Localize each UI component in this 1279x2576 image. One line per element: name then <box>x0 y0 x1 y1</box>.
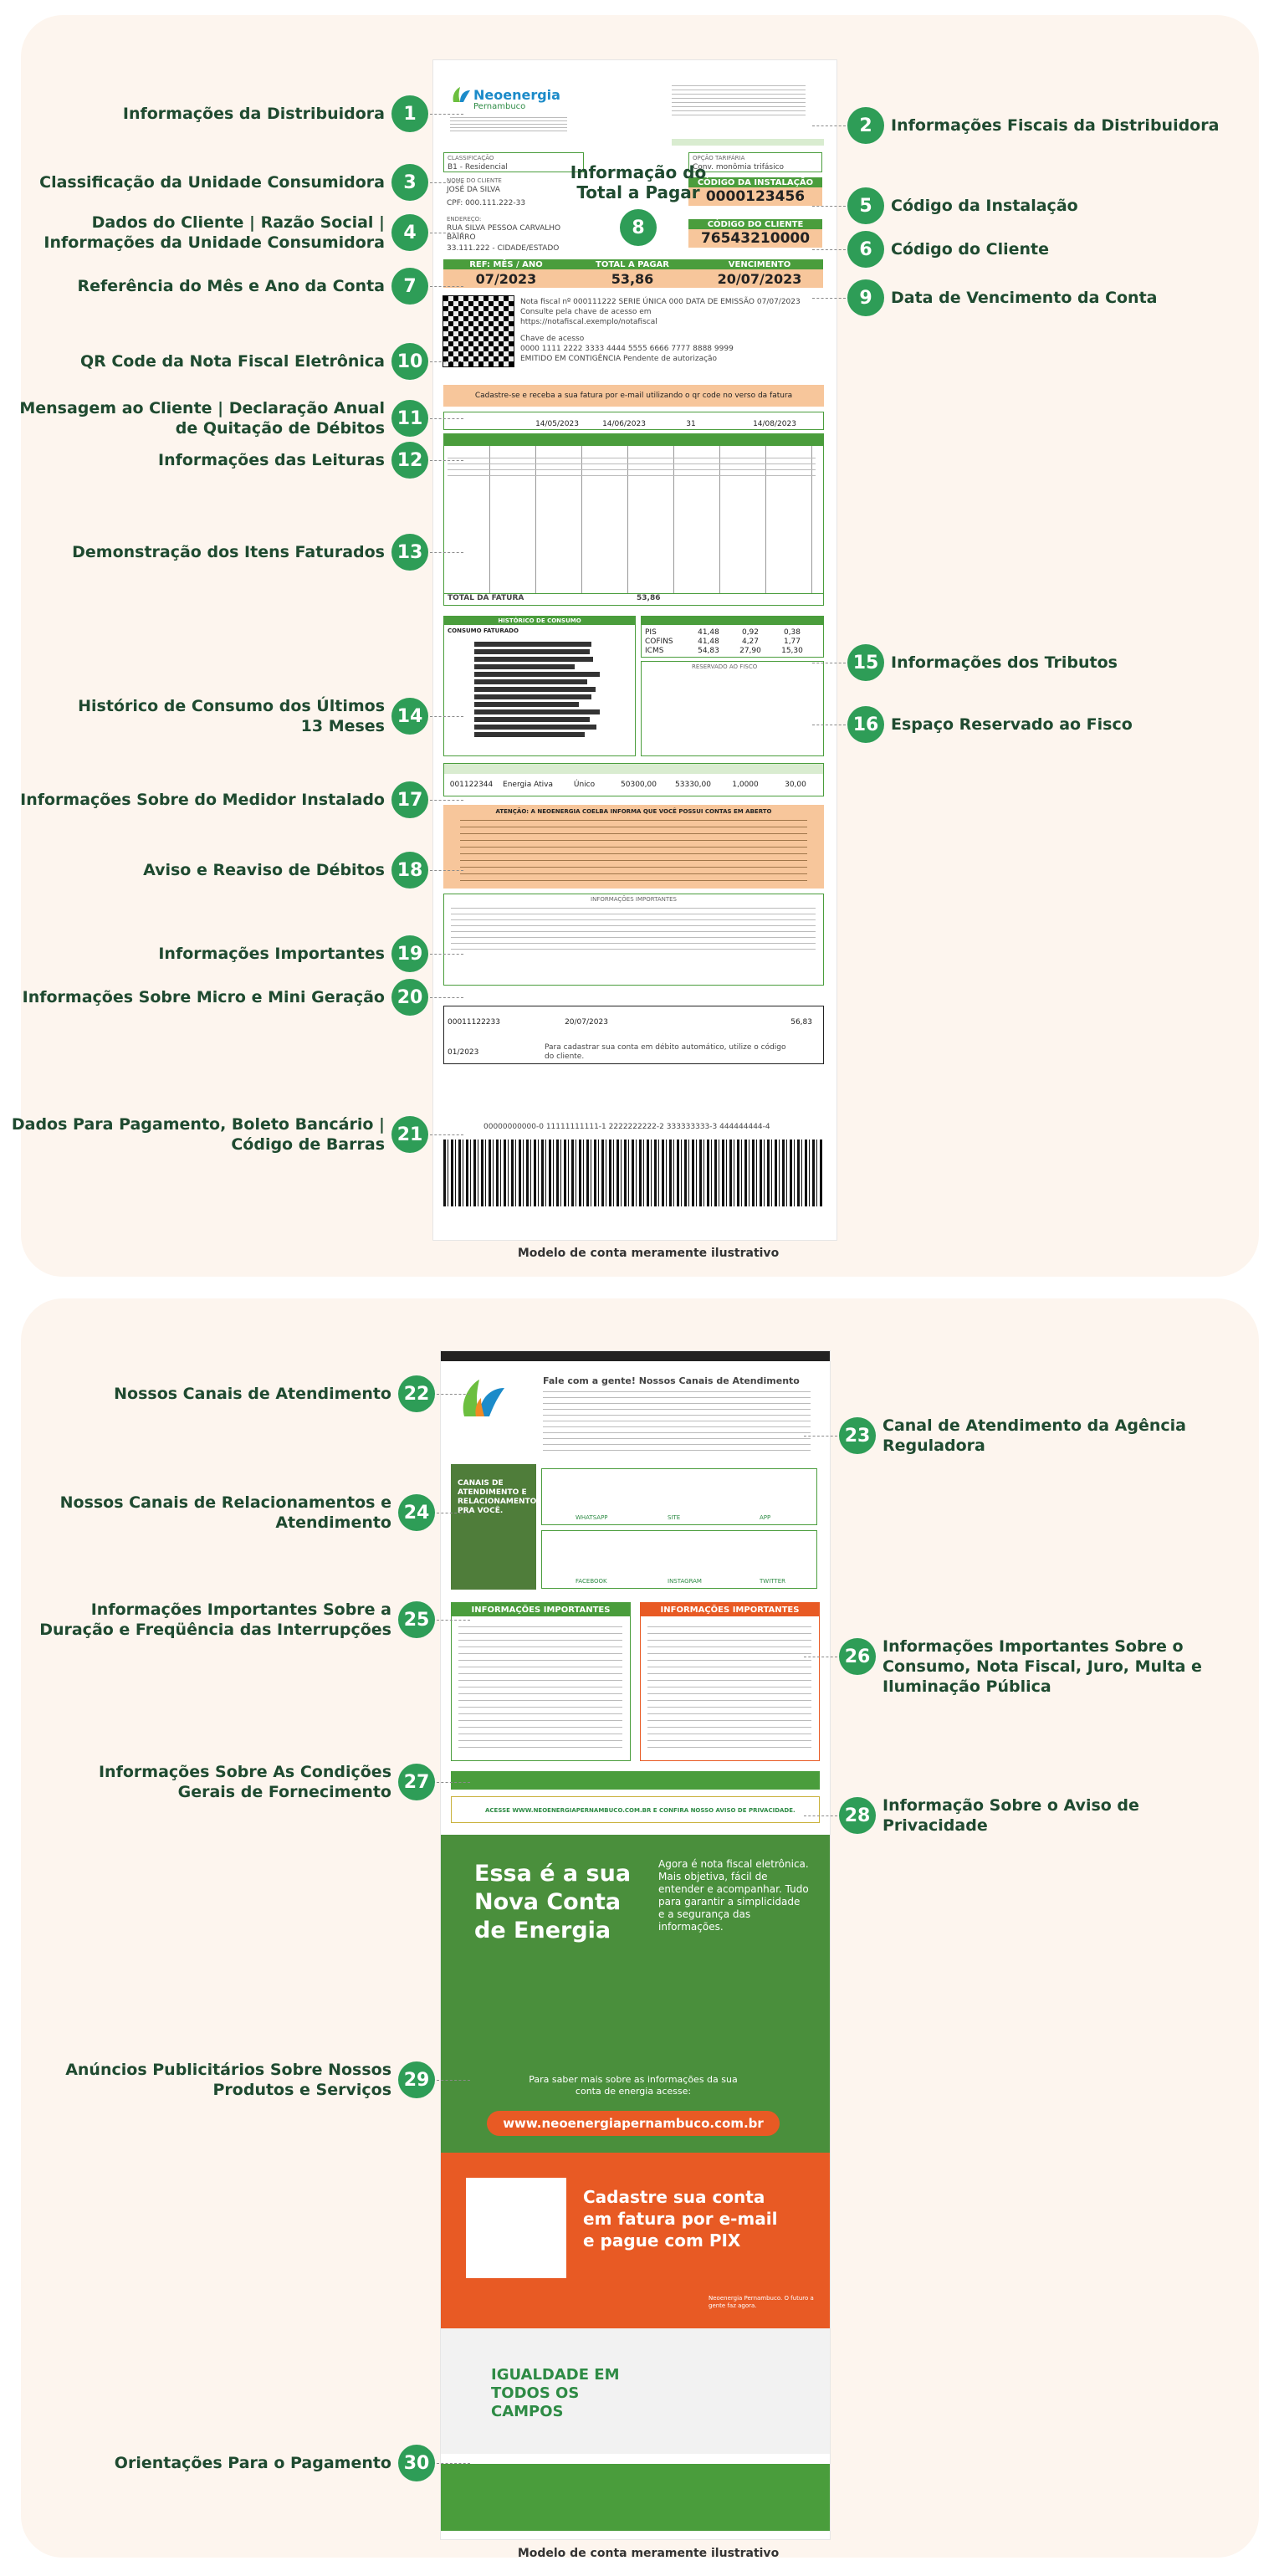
annotation-leader-22 <box>437 1394 470 1395</box>
annotation-number-23: 23 <box>839 1417 876 1454</box>
annotation-leader-27 <box>437 1782 470 1783</box>
annotation-number-29: 29 <box>398 2061 435 2098</box>
annotation-label-21: Dados Para Pagamento, Boleto Bancário | Código de Barras <box>11 1115 385 1154</box>
privacy-notice[interactable]: ACESSE WWW.NEOENERGIAPERNAMBUCO.COM.BR E CONFIRA NOSSO AVISO DE PRIVACIDADE. <box>451 1796 820 1823</box>
annotation-number-16: 16 <box>847 706 884 743</box>
brand-name: Neoenergia <box>473 87 560 103</box>
caption-first: Modelo de conta meramente ilustrativo <box>517 1247 780 1260</box>
invoice-total: 53,86 <box>637 594 661 602</box>
annotation-number-17: 17 <box>391 781 428 818</box>
annotation-label-23: Canal de Atendimento da Agência Reguladora <box>883 1416 1186 1455</box>
classification-box: CLASSIFICAÇÃO B1 - Residencial <box>443 152 584 172</box>
ad-equality: IGUALDADE EM TODOS OS CAMPOS <box>441 2328 830 2454</box>
annotation-label-11: Mensagem ao Cliente | Declaração Anual de Quitação de Débitos <box>19 399 385 438</box>
annotation-number-2: 2 <box>847 107 884 144</box>
distributor-info <box>450 117 567 132</box>
bill-front: Neoenergia Pernambuco CLASSIFICAÇÃO B1 - Residencial NOME DO CLIENTE JOSÉ DA SILVA CPF: 000.111.222-33 ENDEREÇO: RUA SILVA PESSOA CARVALHO BAIRRO 33.111.222 - CIDADE/ESTADO OPÇÃO TARIFÁRIA Conv. monômia trifásico CÓDIGO DA INSTALAÇÃO 0000123456 CÓDIGO DO CLIENTE 76543210000 REF: MÊS / ANO TOTAL A PAGAR VENCIMENTO 07/2023 53,86 20/07/2023 Nota fiscal nº 000111222 SERIE ÚNICA 000 DATA DE EMISSÃO 07/07/2023 Consulte pela chave de acesso em https://notafiscal.exemplo/notafiscal Chave de acesso 0000 1111 2222 3333 4444 5555 6666 7777 8888 9999 EMITIDO EM CONTIGÊNCIA Pendente de autorização Cadastre-se e receba a sua fatura por e-mail utilizando o qr code no verso da fatura 14/05/2023 14/06/2023 31 14/08/2023 TOTAL DA FATURA 53,86 HISTÓRICO DE CONSUMO CONSUMO FATURADO PIS 41,48 0,92 0,38 COFINS 41,48 4,27 1,77 ICMS 54,83 27,90 15,30 RESERVADO AO FISCO 001122344 Energia Ativa Único 50300,00 53330,00 1,0000 30,00 ATENÇÃO: A NEOENERGIA COELBA INFORMA QUE VOCÊ POSSUI CONTAS EM ABERTO INFORMAÇÕES IMPORTANTES 00011122233 20/07/2023 56,83 01/2023 Para cadastrar sua conta em débito automático, utilize o código do cliente. 00000000000-0 11111111111-1 2222222222-2 333333333-3 444444444-4 <box>433 60 836 1240</box>
annotation-label-1: Informações da Distribuidora <box>122 105 385 123</box>
barcode-digits: 00000000000-0 11111111111-1 2222222222-2 333333333-3 444444444-4 <box>483 1123 770 1131</box>
annotation-label-28: Informação Sobre o Aviso de Privacidade <box>883 1796 1139 1835</box>
annotation-label-15: Informações dos Tributos <box>891 653 1118 672</box>
annotation-label-3: Classificação da Unidade Consumidora <box>39 173 385 192</box>
annotation-number-6: 6 <box>847 231 884 268</box>
billed-items-box: TOTAL DA FATURA 53,86 <box>443 433 824 606</box>
fiscal-info <box>672 85 806 119</box>
annotation-label-24: Nossos Canais de Relacionamentos e Atendimento <box>59 1493 391 1532</box>
brand-sub: Pernambuco <box>473 102 526 111</box>
debt-notice: ATENÇÃO: A NEOENERGIA COELBA INFORMA QUE VOCÊ POSSUI CONTAS EM ABERTO <box>443 805 824 889</box>
install-code: 0000123456 <box>688 187 822 206</box>
annotation-label-14: Histórico de Consumo dos Últimos 13 Meses <box>78 697 385 735</box>
annotation-leader-19 <box>430 954 463 955</box>
annotation-number-27: 27 <box>398 1764 435 1800</box>
annotation-number-8: 8 <box>620 209 657 246</box>
meter-table: 001122344 Energia Ativa Único 50300,00 53330,00 1,0000 30,00 <box>443 763 824 796</box>
annotation-leader-29 <box>437 2080 470 2081</box>
annotation-leader-14 <box>430 716 463 717</box>
ad-pix: Cadastre sua conta em fatura por e-mail e pague com PIX Neoenergia Pernambuco. O futuro a gente faz agora. <box>441 2153 830 2328</box>
annotation-number-14: 14 <box>391 698 428 735</box>
annotation-number-11: 11 <box>391 400 428 437</box>
annotation-leader-18 <box>430 870 463 871</box>
ref-label: REF: MÊS / ANO <box>443 259 569 269</box>
important-info: INFORMAÇÕES IMPORTANTES <box>443 894 824 986</box>
annotation-label-25: Informações Importantes Sobre a Duração e Freqüência das Interrupções <box>39 1600 391 1639</box>
annotation-label-20: Informações Sobre Micro e Mini Geração <box>22 988 385 1006</box>
annotation-label-18: Aviso e Reaviso de Débitos <box>143 861 385 879</box>
annotation-leader-23 <box>804 1436 837 1437</box>
important-interruptions: INFORMAÇÕES IMPORTANTES <box>451 1602 631 1761</box>
channels-block: CANAIS DE ATENDIMENTO E RELACIONAMENTO PRA VOCÊ. <box>451 1464 536 1590</box>
readings-box: 14/05/2023 14/06/2023 31 14/08/2023 <box>443 412 824 430</box>
ad-url-button[interactable]: www.neoenergiapernambuco.com.br <box>487 2111 780 2136</box>
annotation-leader-1 <box>430 114 463 115</box>
ref-value: 07/2023 <box>443 269 569 288</box>
annotation-label-13: Demonstração dos Itens Faturados <box>72 543 385 561</box>
annotation-label-22: Nossos Canais de Atendimento <box>114 1385 391 1403</box>
fiscal-bar <box>672 139 824 146</box>
annotation-leader-11 <box>430 418 463 419</box>
annotation-number-12: 12 <box>391 442 428 479</box>
payment-box: 00011122233 20/07/2023 56,83 01/2023 Para cadastrar sua conta em débito automático, utilize o código do cliente. <box>443 1006 824 1064</box>
annotation-leader-21 <box>430 1134 463 1135</box>
annotation-leader-6 <box>812 249 846 250</box>
channels-relationship: FACEBOOK INSTAGRAM TWITTER <box>541 1530 817 1589</box>
annotation-label-6: Código do Cliente <box>891 240 1049 259</box>
annotation-leader-25 <box>437 1620 470 1621</box>
due-label: VENCIMENTO <box>696 259 823 269</box>
annotation-number-20: 20 <box>391 979 428 1016</box>
annotation-label-27: Informações Sobre As Condições Gerais de Fornecimento <box>98 1763 391 1801</box>
caption-second: Modelo de conta meramente ilustrativo <box>517 2547 780 2560</box>
tax-table: PIS 41,48 0,92 0,38 COFINS 41,48 4,27 1,77 ICMS 54,83 27,90 15,30 <box>641 616 824 658</box>
annotation-leader-2 <box>812 125 846 126</box>
annotation-number-22: 22 <box>398 1375 435 1412</box>
client-address: RUA SILVA PESSOA CARVALHO <box>447 224 561 233</box>
payment-orientation <box>441 2464 830 2531</box>
annotation-label-2: Informações Fiscais da Distribuidora <box>891 116 1220 135</box>
channels-attendance: WHATSAPP SITE APP <box>541 1468 817 1525</box>
neoenergia-logo-icon <box>450 85 472 104</box>
annotation-number-24: 24 <box>398 1494 435 1531</box>
annotation-leader-3 <box>430 182 463 183</box>
annotation-label-12: Informações das Leituras <box>158 451 385 469</box>
annotation-label-10: QR Code da Nota Fiscal Eletrônica <box>79 352 385 371</box>
annotation-leader-12 <box>430 460 463 461</box>
annotation-number-10: 10 <box>391 343 428 380</box>
neoenergia-logo-icon <box>458 1376 508 1418</box>
annotation-number-13: 13 <box>391 534 428 571</box>
annotation-leader-30 <box>437 2463 470 2464</box>
total-label: TOTAL A PAGAR <box>569 259 696 269</box>
annotation-leader-17 <box>430 800 463 801</box>
annotation-label-17: Informações Sobre do Medidor Instalado <box>20 791 385 809</box>
client-name: JOSÉ DA SILVA <box>447 186 500 194</box>
client-code-label: CÓDIGO DO CLIENTE <box>688 219 822 229</box>
annotation-number-1: 1 <box>391 95 428 132</box>
annotation-number-30: 30 <box>398 2445 435 2481</box>
annotation-label-29: Anúncios Publicitários Sobre Nossos Produtos e Serviços <box>65 2061 391 2099</box>
client-cpf: CPF: 000.111.222-33 <box>447 199 526 207</box>
fisco-reserved: RESERVADO AO FISCO <box>641 661 824 756</box>
annotation-number-4: 4 <box>391 214 428 251</box>
annotation-number-18: 18 <box>391 852 428 889</box>
bill-back: Fale com a gente! Nossos Canais de Atendimento CANAIS DE ATENDIMENTO E RELACIONAMENTO PRA VOCÊ. WHATSAPP SITE APP FACEBOOK INSTAGRAM TWITTER INFORMAÇÕES IMPORTANTES INFORMAÇÕES IMPORTANTES ACESSE WWW.NEOENERGIAPERNAMBUCO.COM.BR E CONFIRA NOSSO AVISO DE PRIVACIDADE. Essa é a sua Nova Conta de Energia Agora é nota fiscal eletrônica. Mais objetiva, fácil de entender e acompanhar. Tudo para garantir a simplicidade e a segurança das informações. Para saber mais sobre as informações da sua conta de energia acesse: www.neoenergiapernambuco.com.br Cadastre sua conta em fatura por e-mail e pague com PIX Neoenergia Pernambuco. O futuro a gente faz agora. IGUALDADE EM TODOS OS CAMPOS <box>441 1351 830 2539</box>
annotation-leader-13 <box>430 552 463 553</box>
annotation-leader-10 <box>430 361 463 362</box>
access-key: 0000 1111 2222 3333 4444 5555 6666 7777 8888 9999 <box>520 345 734 353</box>
annotation-leader-28 <box>804 1815 837 1816</box>
annotation-number-15: 15 <box>847 644 884 681</box>
annotation-label-19: Informações Importantes <box>158 945 385 963</box>
annotation-leader-20 <box>430 997 463 998</box>
tariff-box: OPÇÃO TARIFÁRIA Conv. monômia trifásico <box>688 152 822 172</box>
annotation-number-25: 25 <box>398 1601 435 1638</box>
install-code-label: CÓDIGO DA INSTALAÇÃO <box>688 177 822 187</box>
annotation-label-26: Informações Importantes Sobre o Consumo, Nota Fiscal, Juro, Multa e Iluminação Pública <box>883 1637 1202 1696</box>
annotation-number-21: 21 <box>391 1116 428 1153</box>
total-value: 53,86 <box>569 269 696 288</box>
annotation-number-7: 7 <box>391 268 428 305</box>
annotation-label-5: Código da Instalação <box>891 197 1078 215</box>
annotation-leader-9 <box>812 298 846 299</box>
ad-new-bill: Essa é a sua Nova Conta de Energia Agora é nota fiscal eletrônica. Mais objetiva, fácil de entender e acompanhar. Tudo para garantir a simplicidade e a segurança das informações. Para saber mais sobre as informações da sua conta de energia acesse: www.neoenergiapernambuco.com.br <box>441 1835 830 2153</box>
general-conditions <box>451 1771 820 1790</box>
due-value: 20/07/2023 <box>696 269 823 288</box>
annotation-number-5: 5 <box>847 187 884 224</box>
client-code: 76543210000 <box>688 229 822 248</box>
annotation-leader-5 <box>812 206 846 207</box>
important-consumption: INFORMAÇÕES IMPORTANTES <box>640 1602 820 1761</box>
barcode <box>443 1139 824 1206</box>
client-message: Cadastre-se e receba a sua fatura por e-mail utilizando o qr code no verso da fatura <box>443 385 824 407</box>
consumption-history: HISTÓRICO DE CONSUMO CONSUMO FATURADO <box>443 616 636 756</box>
annotation-label-9: Data de Vencimento da Conta <box>891 289 1158 307</box>
annotation-number-19: 19 <box>391 935 428 972</box>
annotation-label-8: Informação do Total a Pagar <box>570 162 707 202</box>
annotation-number-3: 3 <box>391 164 428 201</box>
annotation-label-4: Dados do Cliente | Razão Social | Informações da Unidade Consumidora <box>43 213 385 252</box>
annotation-number-9: 9 <box>847 279 884 316</box>
annotation-leader-7 <box>430 286 463 287</box>
annotation-label-16: Espaço Reservado ao Fisco <box>891 715 1133 734</box>
annotation-number-26: 26 <box>839 1638 876 1675</box>
annotation-label-30: Orientações Para o Pagamento <box>114 2454 391 2472</box>
annotation-number-28: 28 <box>839 1797 876 1834</box>
nf-qr-code[interactable] <box>443 296 514 366</box>
annotation-label-7: Referência do Mês e Ano da Conta <box>77 277 385 295</box>
